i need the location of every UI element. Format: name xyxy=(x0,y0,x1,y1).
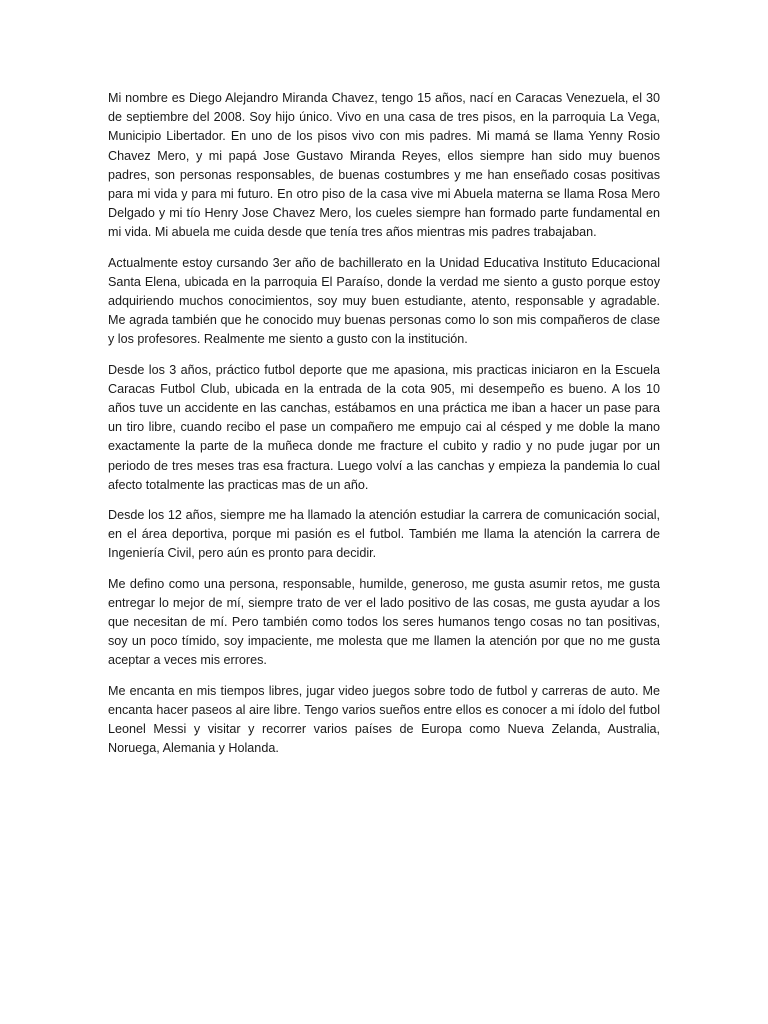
paragraph-family: Mi nombre es Diego Alejandro Miranda Chavez, tengo 15 años, nací en Caracas Venezuela, el 30 de septiembre del 2008. Soy hijo único. Vivo en una casa de tres pisos, en la parroquia La Vega, Municipio Libertador. En uno de los pisos vivo con mis padres. Mi mamá se llama Yenny Rosio Chavez Mero, y mi papá Jose Gustavo Miranda Reyes, ellos siempre han sido muy buenos padres, son personas responsables, de buenas costumbres y me han enseñado cosas positivas para mi vida y para mi futuro. En otro piso de la casa vive mi Abuela materna se llama Rosa Mero Delgado y mi tío Henry Jose Chavez Mero, los cueles siempre han formado parte fundamental en mi vida. Mi abuela me cuida desde que tenía tres años mientras mis padres trabajaban. xyxy=(108,91,660,240)
paragraph-school: Actualmente estoy cursando 3er año de bachillerato en la Unidad Educativa Instituto Educacional Santa Elena, ubicada en la parroquia El Paraíso, donde la verdad me siento a gusto porque estoy adquiriendo muchos conocimientos, soy muy buen estudiante, atento, responsable y agradable. Me agrada también que he conocido muy buenas personas como lo son mis compañeros de clase y los profesores. Realmente me siento a gusto con la institución. xyxy=(108,255,660,347)
document-body xyxy=(108,89,660,770)
paragraph-career: Desde los 12 años, siempre me ha llamado la atención estudiar la carrera de comunicación social, en el área deportiva, porque mi pasión es el futbol. También me llama la atención la carrera de Ingeniería Civil, pero aún es pronto para decidir. xyxy=(108,508,660,561)
paragraph-hobbies: Me encanta en mis tiempos libres, jugar video juegos sobre todo de futbol y carreras de auto. Me encanta hacer paseos al aire libre. Tengo varios sueños entre ellos es conocer a mi ídolo del futbol Leonel Messi y visitar y recorrer varios países de Europa como Nueva Zelanda, Australia, Noruega, Alemania y Holanda. xyxy=(108,683,660,756)
paragraph-football: Desde los 3 años, práctico futbol deporte que me apasiona, mis practicas iniciaron en la Escuela Caracas Futbol Club, ubicada en la entrada de la cota 905, mi desempeño es bueno. A los 10 años tuve un accidente en las canchas, estábamos en una práctica me iban a hacer un pase para un tiro libre, cuando recibo el pase un compañero me empujo cai al césped y me doble la mano exactamente la parte de la muñeca donde me fracture el cubito y radio y no pude jugar por un periodo de tres meses tras esa fractura. Luego volví a las canchas y empieza la pandemia lo cual afecto totalmente las practicas mas de un año. xyxy=(108,362,660,492)
paragraph-personality: Me defino como una persona, responsable, humilde, generoso, me gusta asumir retos, me gusta entregar lo mejor de mí, siempre trato de ver el lado positivo de las cosas, me gusta ayudar a los que necesitan de mí. Pero también como todos los seres humanos tengo cosas no tan positivas, soy un poco tímido, soy impaciente, me molesta que me llamen la atención por que no me gusta aceptar a veces mis errores. xyxy=(108,576,660,668)
